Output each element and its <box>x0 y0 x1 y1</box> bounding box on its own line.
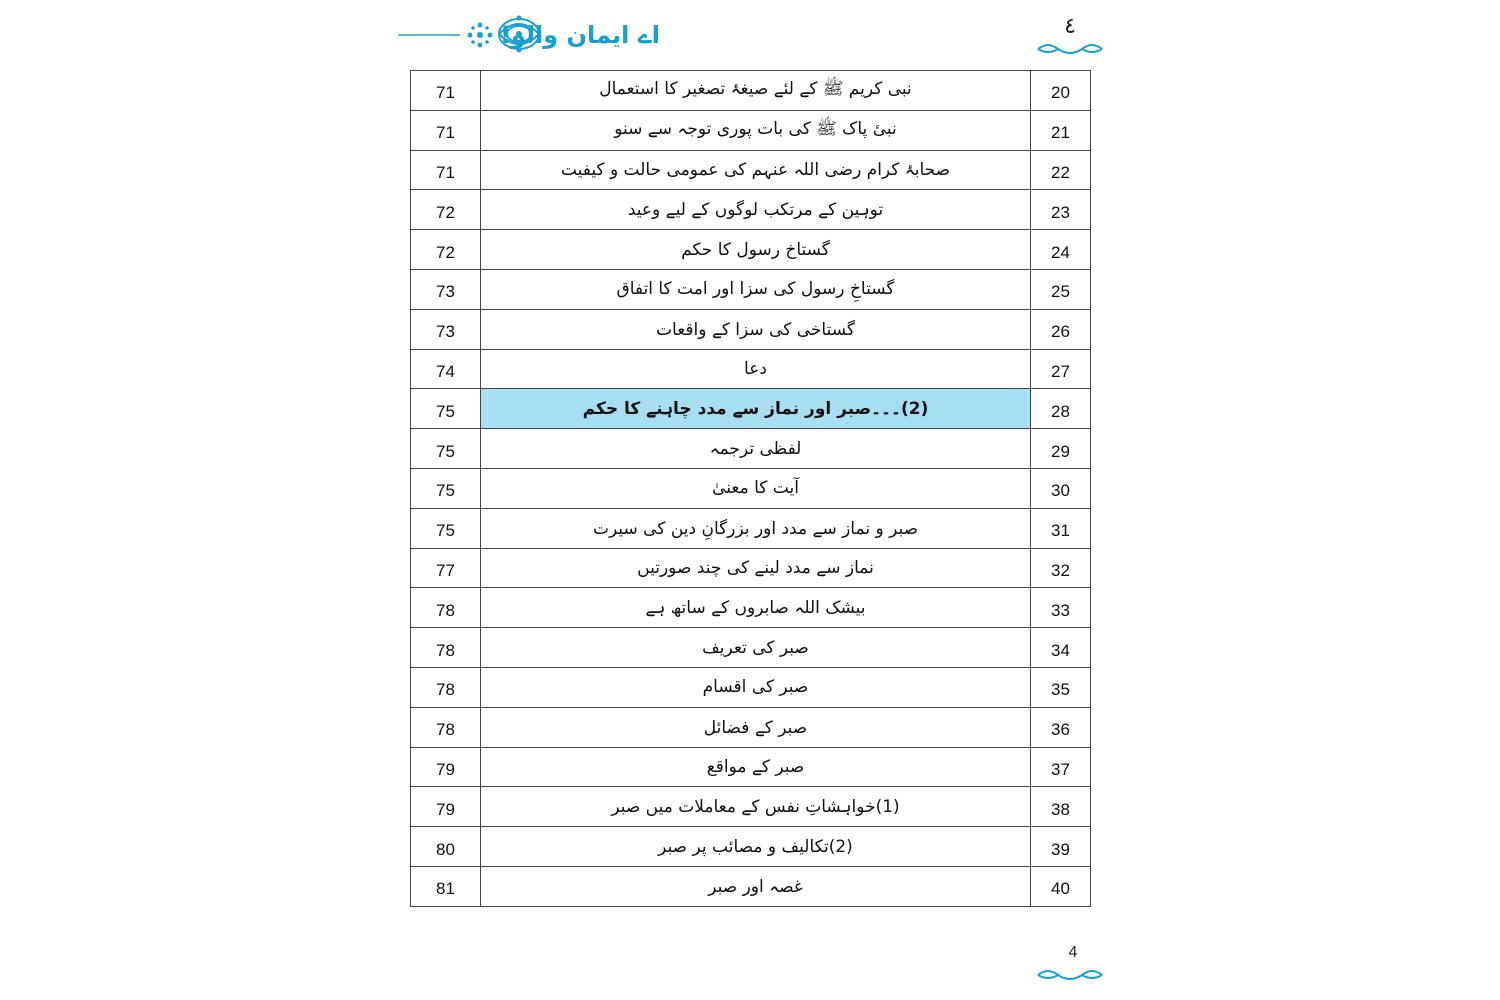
table-row <box>411 787 1091 827</box>
toc-number-cell: 27 <box>1031 349 1091 389</box>
toc-title-cell: آیت کا معنیٰ <box>481 468 1031 508</box>
toc-number-cell: 40 <box>1031 866 1091 906</box>
table-row <box>411 110 1091 150</box>
toc-title-cell: نماز سے مدد لینے کی چند صورتیں <box>481 548 1031 588</box>
toc-page-cell: 71 <box>411 150 481 190</box>
toc-number-cell: 29 <box>1031 429 1091 469</box>
toc-title-cell: دعا <box>481 349 1031 389</box>
toc-number-cell: 34 <box>1031 628 1091 668</box>
floral-ornament-icon <box>462 18 498 52</box>
table-row <box>411 707 1091 747</box>
toc-page-cell: 81 <box>411 866 481 906</box>
toc-number-cell: 30 <box>1031 468 1091 508</box>
table-row <box>411 667 1091 707</box>
table-row <box>411 588 1091 628</box>
table-row <box>411 150 1091 190</box>
toc-title-cell: غصہ اور صبر <box>481 866 1031 906</box>
page-number: 4 <box>1068 944 1078 961</box>
toc-number-cell: 35 <box>1031 667 1091 707</box>
toc-page-cell: 78 <box>411 667 481 707</box>
toc-number-cell: 39 <box>1031 827 1091 867</box>
toc-title-cell: (2)۔۔۔صبر اور نماز سے مدد چاہنے کا حکم <box>481 389 1031 429</box>
toc-page-cell: 71 <box>411 71 481 111</box>
toc-title-cell: توہین کے مرتکب لوگوں کے لیے وعید <box>481 190 1031 230</box>
toc-number-cell: 25 <box>1031 269 1091 309</box>
toc-title-cell: گستاخ رسول کا حکم <box>481 230 1031 270</box>
toc-page-cell: 72 <box>411 230 481 270</box>
toc-title-cell: صبر کے فضائل <box>481 707 1031 747</box>
toc-number-cell: 37 <box>1031 747 1091 787</box>
toc-number-cell: 38 <box>1031 787 1091 827</box>
toc-number-cell: 32 <box>1031 548 1091 588</box>
table-row <box>411 309 1091 349</box>
scroll-ornament-icon <box>1034 966 1106 984</box>
table-row <box>411 548 1091 588</box>
table-row <box>411 508 1091 548</box>
table-row <box>411 230 1091 270</box>
toc-number-cell: 23 <box>1031 190 1091 230</box>
toc-title-cell: گستاخِ رسول کی سزا اور امت کا اتفاق <box>481 269 1031 309</box>
table-row <box>411 747 1091 787</box>
table-row <box>411 468 1091 508</box>
toc-number-cell: 33 <box>1031 588 1091 628</box>
table-row <box>411 389 1091 429</box>
page-number-arabic: ٤ <box>1064 14 1076 39</box>
header-rule <box>398 34 460 36</box>
toc-title-cell: (1)خواہشاتِ نفس کے معاملات میں صبر <box>481 787 1031 827</box>
table-row <box>411 71 1091 111</box>
toc-page-cell: 75 <box>411 429 481 469</box>
table-row <box>411 269 1091 309</box>
toc-number-cell: 36 <box>1031 707 1091 747</box>
toc-title-cell: صبر و نماز سے مدد اور بزرگانِ دین کی سیرت <box>481 508 1031 548</box>
toc-title-cell: نبیٔ پاک ﷺ کی بات پوری توجہ سے سنو <box>481 110 1031 150</box>
toc-page-cell: 73 <box>411 309 481 349</box>
scroll-ornament-icon <box>1034 40 1106 58</box>
toc-page-cell: 73 <box>411 269 481 309</box>
toc-page-cell: 71 <box>411 110 481 150</box>
table-row <box>411 628 1091 668</box>
toc-page-cell: 74 <box>411 349 481 389</box>
toc-number-cell: 21 <box>1031 110 1091 150</box>
toc-number-cell: 22 <box>1031 150 1091 190</box>
toc-title-cell: (2)تکالیف و مصائب پر صبر <box>481 827 1031 867</box>
toc-page-cell: 78 <box>411 588 481 628</box>
toc-title-cell: نبی کریم ﷺ کے لئے صیغۂ تصغیر کا استعمال <box>481 71 1031 111</box>
toc-title-cell: صبر کے مواقع <box>481 747 1031 787</box>
toc-page-cell: 72 <box>411 190 481 230</box>
toc-page-cell: 75 <box>411 389 481 429</box>
toc-title-cell: صبر کی اقسام <box>481 667 1031 707</box>
table-row <box>411 349 1091 389</box>
toc-number-cell: 26 <box>1031 309 1091 349</box>
toc-page-cell: 78 <box>411 628 481 668</box>
toc-title-cell: بیشک اللہ صابروں کے ساتھ ہے <box>481 588 1031 628</box>
toc-number-cell: 20 <box>1031 71 1091 111</box>
table-row <box>411 190 1091 230</box>
toc-page-cell: 80 <box>411 827 481 867</box>
toc-number-cell: 31 <box>1031 508 1091 548</box>
toc-page-cell: 75 <box>411 468 481 508</box>
toc-page-cell: 75 <box>411 508 481 548</box>
toc-page-cell: 79 <box>411 787 481 827</box>
toc-title-cell: صبر کی تعریف <box>481 628 1031 668</box>
toc-page-cell: 77 <box>411 548 481 588</box>
table-row <box>411 827 1091 867</box>
toc-number-cell: 24 <box>1031 230 1091 270</box>
table-row <box>411 866 1091 906</box>
toc-title-cell: گستاخی کی سزا کے واقعات <box>481 309 1031 349</box>
toc-page-cell: 79 <box>411 747 481 787</box>
book-title: اے ایمان والو! <box>500 21 660 49</box>
toc-table <box>410 70 1091 907</box>
toc-page-cell: 78 <box>411 707 481 747</box>
table-row <box>411 429 1091 469</box>
toc-title-cell: لفظی ترجمہ <box>481 429 1031 469</box>
toc-title-cell: صحابۂ کرام رضی اللہ عنہم کی عمومی حالت و کیفیت <box>481 150 1031 190</box>
toc-number-cell: 28 <box>1031 389 1091 429</box>
